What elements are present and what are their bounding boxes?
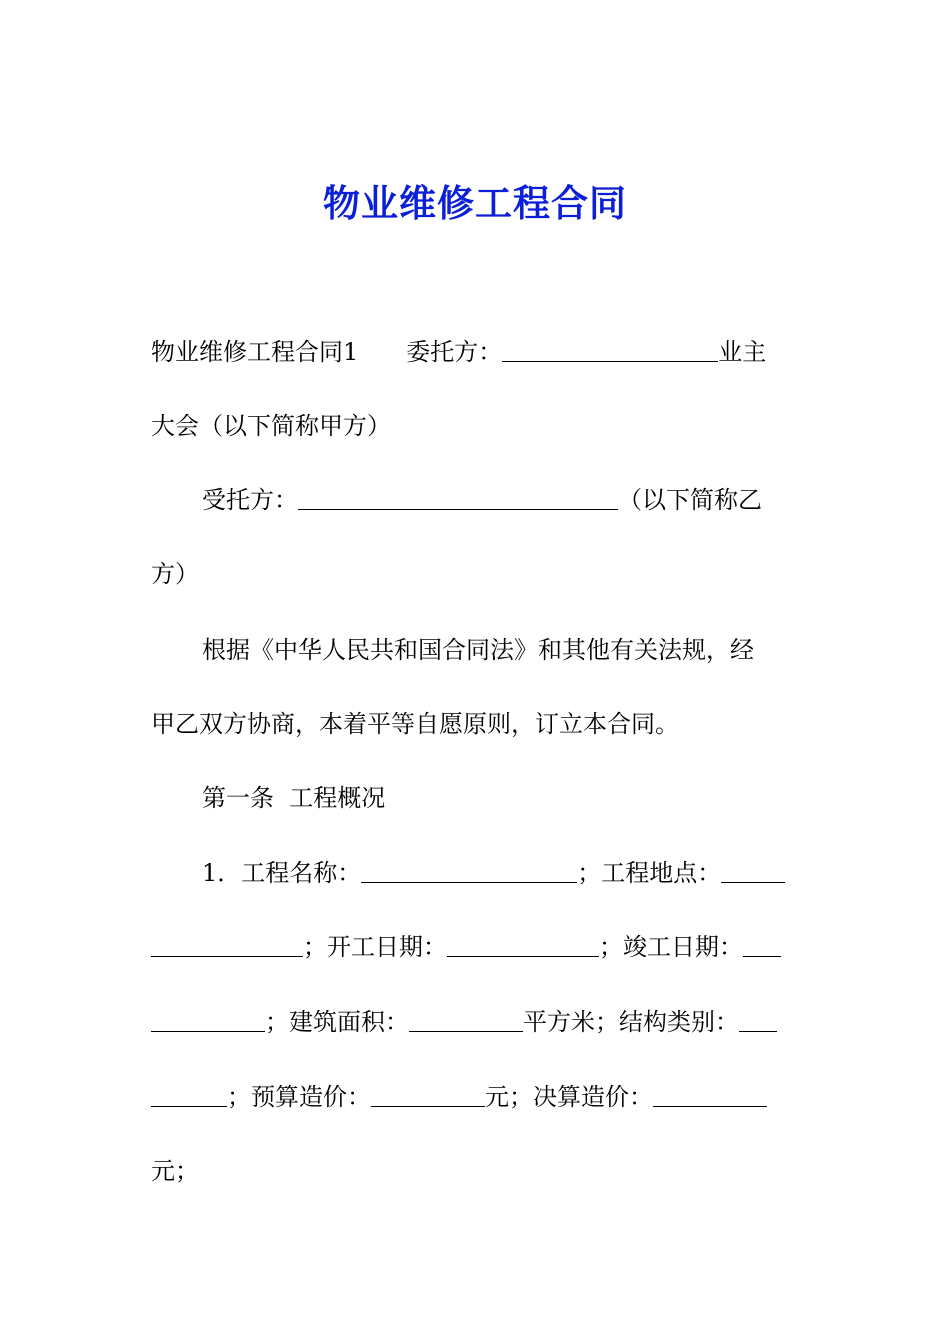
blank-field-project-name: [361, 858, 577, 883]
text-span: 物业维修工程合同1 委托方：: [151, 338, 503, 366]
text-span: ；工程地点：: [577, 859, 722, 887]
paragraph-line: [151, 931, 781, 963]
blank-field-entrusted-party: [298, 485, 618, 510]
paragraph-line: [151, 1081, 767, 1113]
blank-field-project-location-cont: [151, 932, 303, 957]
blank-field-completion-date: [743, 932, 781, 957]
blank-field-structure-type: [739, 1007, 777, 1032]
paragraph-line: [202, 484, 762, 516]
text-span: ；预算造价：: [227, 1083, 371, 1111]
blank-field-project-location: [721, 858, 785, 883]
blank-field-entrusting-party: [502, 337, 718, 362]
section-heading: 第一条 工程概况: [202, 784, 386, 812]
paragraph-line: 甲乙双方协商，本着平等自愿原则，订立本合同。: [151, 710, 679, 738]
text-span: 1．工程名称：: [202, 859, 362, 887]
text-span: 平方米；结构类别：: [523, 1008, 739, 1036]
paragraph-line: [202, 857, 785, 889]
blank-field-structure-type-cont: [151, 1082, 227, 1107]
paragraph-line: 根据《中华人民共和国合同法》和其他有关法规，经: [202, 636, 754, 664]
blank-field-budget-cost: [371, 1082, 485, 1107]
paragraph-line: [151, 1006, 777, 1038]
text-span: 业主: [718, 338, 767, 366]
blank-field-completion-date-cont: [151, 1007, 265, 1032]
paragraph-line: 元；: [151, 1157, 199, 1185]
text-span: ；建筑面积：: [265, 1008, 409, 1036]
paragraph-line: [151, 336, 766, 368]
text-span: ；开工日期：: [303, 933, 447, 961]
blank-field-start-date: [447, 932, 599, 957]
text-span: 元；决算造价：: [485, 1083, 653, 1111]
blank-field-building-area: [409, 1007, 523, 1032]
text-span: ；竣工日期：: [599, 933, 743, 961]
blank-field-final-cost: [653, 1082, 767, 1107]
paragraph-line: 大会（以下简称甲方）: [151, 412, 391, 440]
document-title: 物业维修工程合同: [323, 181, 627, 225]
text-span: 受托方：: [202, 486, 298, 514]
text-span: （以下简称乙: [618, 486, 762, 514]
paragraph-line: 方）: [151, 560, 199, 588]
